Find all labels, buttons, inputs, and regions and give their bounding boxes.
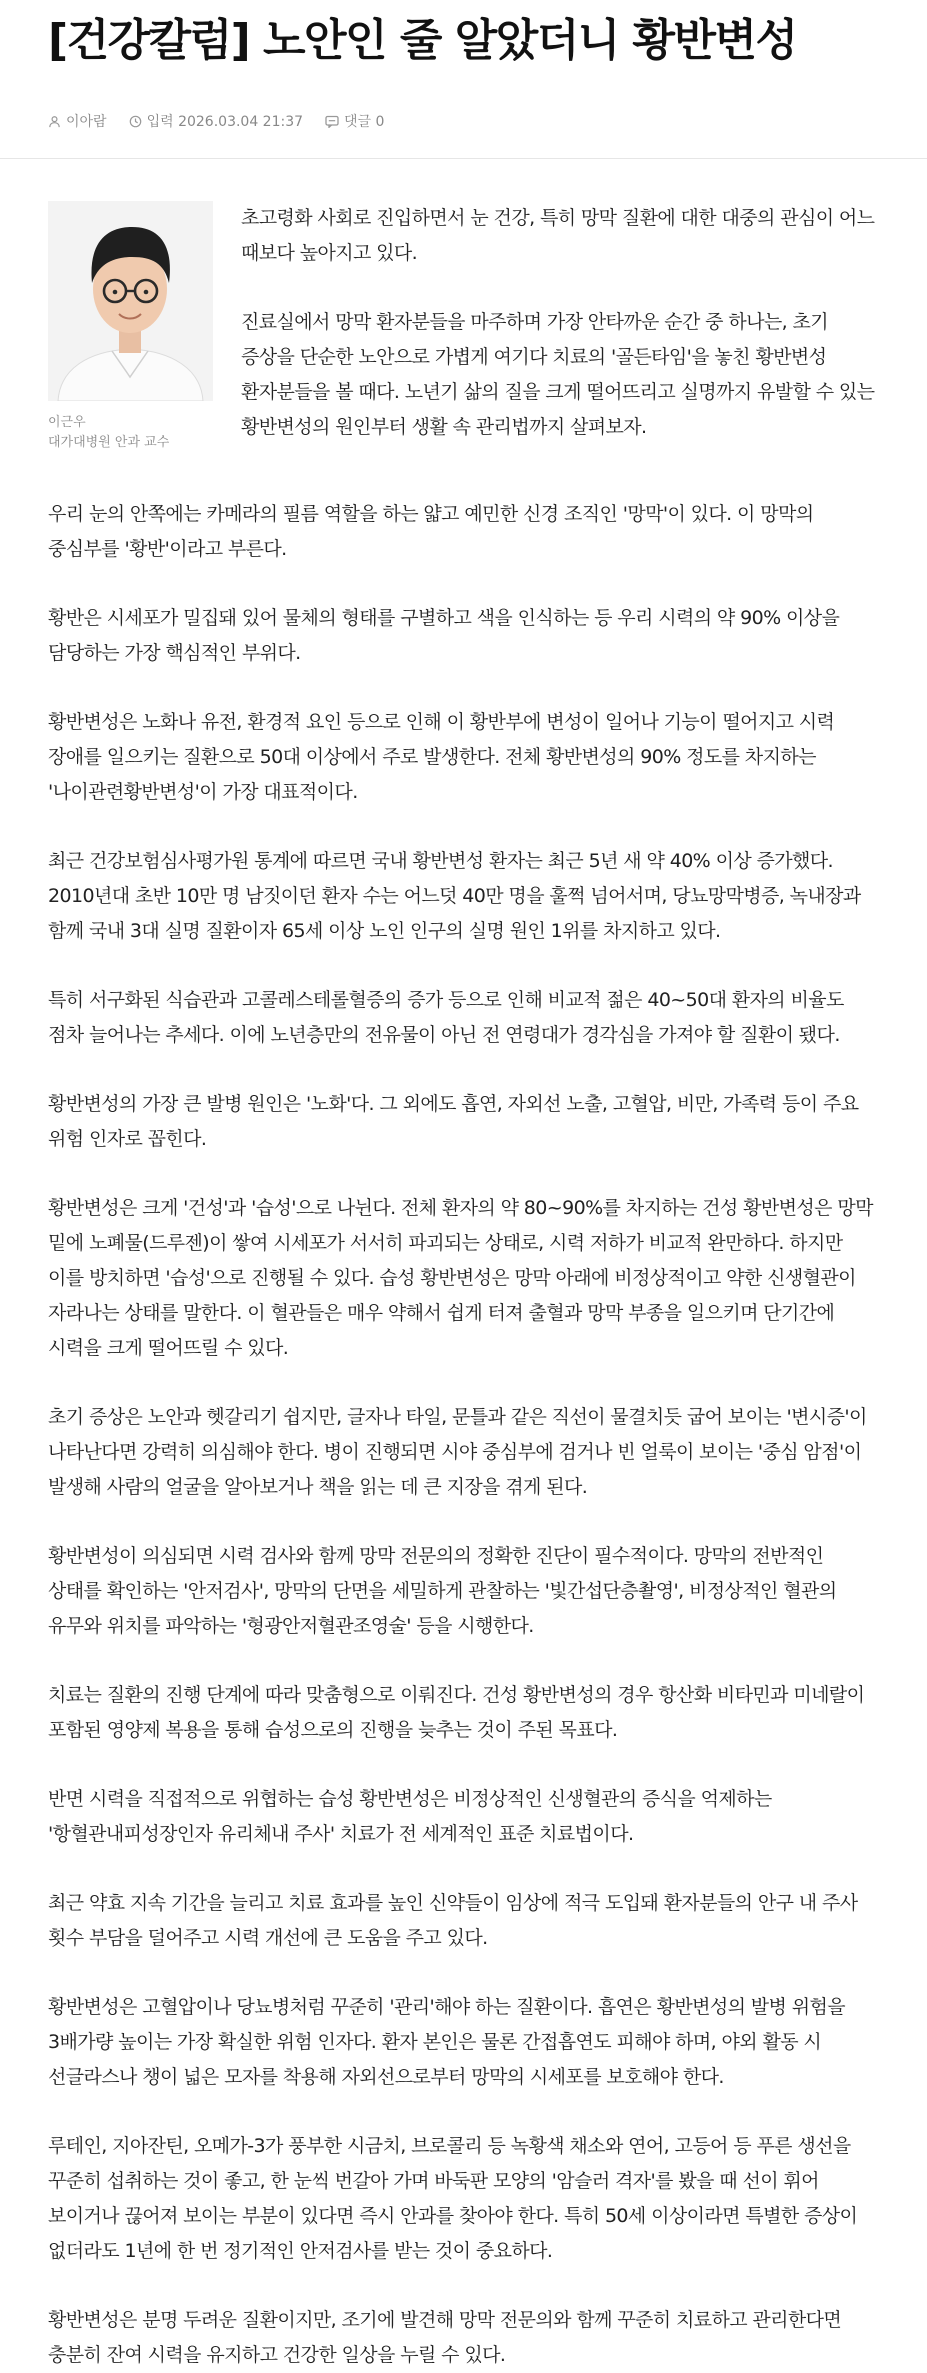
body-paragraph: 황반은 시세포가 밀집돼 있어 물체의 형태를 구별하고 색을 인식하는 등 우리 시력의 약 90% 이상을 담당하는 가장 핵심적인 부위다. bbox=[48, 607, 840, 664]
article-header bbox=[0, 0, 927, 138]
comment-count: 댓글 0 bbox=[344, 114, 385, 130]
body-paragraph: 황반변성은 고혈압이나 당뇨병처럼 꾸준히 '관리'해야 하는 질환이다. 흡연은 황반변성의 발병 위험을 3배가량 높이는 가장 확실한 위험 인자다. 환자 본인은 물론 간접흡연도 피해야 하며, 야외 활동 시 선글라스나 챙이 넓은 모자를 착용해 자외선으로부터 망막의 시세포를 보호해야 한다. bbox=[48, 1996, 845, 2088]
header-divider bbox=[0, 158, 927, 159]
body-paragraph: 황반변성이 의심되면 시력 검사와 함께 망막 전문의의 정확한 진단이 필수적이다. 망막의 전반적인 상태를 확인하는 '안저검사', 망막의 단면을 세밀하게 관찰하는 '빛간섭단층촬영', 비정상적인 혈관의 유무와 위치를 파악하는 '형광안저혈관조영술' 등을 시행한다. bbox=[48, 1545, 837, 1637]
intro-paragraph: 진료실에서 망막 환자분들을 마주하며 가장 안타까운 순간 중 하나는, 초기 증상을 단순한 노안으로 가볍게 여기다 치료의 '골든타임'을 놓친 황반변성 환자분들을 볼 때다. 노년기 삶의 질을 크게 떨어뜨리고 실명까지 유발할 수 있는 황반변성의 원인부터 생활 속 관리법까지 살펴보자. bbox=[241, 311, 875, 438]
body-paragraph: 황반변성은 분명 두려운 질환이지만, 조기에 발견해 망막 전문의와 함께 꾸준히 치료하고 관리한다면 충분히 잔여 시력을 유지하고 건강한 일상을 누릴 수 있다. bbox=[48, 2309, 842, 2366]
body-paragraph: 황반변성은 노화나 유전, 환경적 요인 등으로 인해 이 황반부에 변성이 일어나 기능이 떨어지고 시력 장애를 일으키는 질환으로 50대 이상에서 주로 발생한다. 전체 황반변성의 90% 정도를 차지하는 '나이관련황반변성'이 가장 대표적이다. bbox=[48, 711, 835, 803]
body-paragraph: 루테인, 지아잔틴, 오메가-3가 풍부한 시금치, 브로콜리 등 녹황색 채소와 연어, 고등어 등 푸른 생선을 꾸준히 섭취하는 것이 좋고, 한 눈씩 번갈아 가며 바둑판 모양의 '암슬러 격자'를 봤을 때 선이 휘어 보이거나 끊어져 보이는 부분이 있다면 즉시 안과를 찾아야 한다. 특히 50세 이상이라면 특별한 증상이 없더라도 1년에 한 번 정기적인 안저검사를 받는 것이 중요하다. bbox=[48, 2135, 858, 2262]
comment-icon bbox=[325, 115, 339, 128]
body-paragraph: 반면 시력을 직접적으로 위협하는 습성 황반변성은 비정상적인 신생혈관의 증식을 억제하는 '항혈관내피성장인자 유리체내 주사' 치료가 전 세계적인 표준 치료법이다. bbox=[48, 1788, 772, 1845]
date-meta bbox=[129, 111, 303, 131]
user-icon bbox=[48, 115, 61, 128]
author-meta[interactable] bbox=[48, 111, 107, 131]
body-paragraph: 특히 서구화된 식습관과 고콜레스테롤혈증의 증가 등으로 인해 비교적 젊은 40~50대 환자의 비율도 점차 늘어나는 추세다. 이에 노년층만의 전유물이 아닌 전 연령대가 경각심을 가져야 할 질환이 됐다. bbox=[48, 989, 844, 1046]
body-text bbox=[48, 497, 879, 2373]
body-paragraph: 최근 약효 지속 기간을 늘리고 치료 효과를 높인 신약들이 임상에 적극 도입돼 환자분들의 안구 내 주사 횟수 부담을 덜어주고 시력 개선에 큰 도움을 주고 있다. bbox=[48, 1892, 858, 1949]
article-body bbox=[0, 201, 927, 2373]
article-meta bbox=[48, 104, 879, 138]
intro-paragraph: 초고령화 사회로 진입하면서 눈 건강, 특히 망막 질환에 대한 대중의 관심이 어느 때보다 높아지고 있다. bbox=[241, 207, 875, 264]
author-name: 이아람 bbox=[66, 114, 107, 130]
intro-section bbox=[48, 201, 879, 479]
body-paragraph: 황반변성의 가장 큰 발병 원인은 '노화'다. 그 외에도 흡연, 자외선 노출, 고혈압, 비만, 가족력 등이 주요 위험 인자로 꼽힌다. bbox=[48, 1093, 859, 1150]
columnist-box bbox=[48, 201, 213, 453]
article-title: [건강칼럼] 노안인 줄 알았더니 황반변성 bbox=[48, 15, 797, 66]
columnist-photo bbox=[48, 201, 213, 401]
columnist-affiliation: 대가대병원 안과 교수 bbox=[48, 435, 170, 450]
body-paragraph: 최근 건강보험심사평가원 통계에 따르면 국내 황반변성 환자는 최근 5년 새 약 40% 이상 증가했다. 2010년대 초반 10만 명 남짓이던 환자 수는 어느덧 40만 명을 훌쩍 넘어서며, 당뇨망막병증, 녹내장과 함께 국내 3대 실명 질환이자 65세 이상 노인 인구의 실명 원인 1위를 차지하고 있다. bbox=[48, 850, 861, 942]
columnist-name: 이근우 bbox=[48, 415, 86, 430]
body-paragraph: 치료는 질환의 진행 단계에 따라 맞춤형으로 이뤄진다. 건성 황반변성의 경우 항산화 비타민과 미네랄이 포함된 영양제 복용을 통해 습성으로의 진행을 늦추는 것이 주된 목표다. bbox=[48, 1684, 865, 1741]
publish-date: 입력 2026.03.04 21:37 bbox=[146, 114, 304, 130]
intro-text bbox=[241, 201, 879, 479]
body-paragraph: 초기 증상은 노안과 헷갈리기 쉽지만, 글자나 타일, 문틀과 같은 직선이 물결치듯 굽어 보이는 '변시증'이 나타난다면 강력히 의심해야 한다. 병이 진행되면 시야 중심부에 검거나 빈 얼룩이 보이는 '중심 암점'이 발생해 사람의 얼굴을 알아보거나 책을 읽는 데 큰 지장을 겪게 된다. bbox=[48, 1406, 867, 1498]
body-paragraph: 우리 눈의 안쪽에는 카메라의 필름 역할을 하는 얇고 예민한 신경 조직인 '망막'이 있다. 이 망막의 중심부를 '황반'이라고 부른다. bbox=[48, 503, 814, 560]
clock-icon bbox=[129, 115, 142, 128]
body-paragraph: 황반변성은 크게 '건성'과 '습성'으로 나뉜다. 전체 환자의 약 80~90%를 차지하는 건성 황반변성은 망막 밑에 노폐물(드루젠)이 쌓여 시세포가 서서히 파괴되는 상태로, 시력 저하가 비교적 완만하다. 하지만 이를 방치하면 '습성'으로 진행될 수 있다. 습성 황반변성은 망막 아래에 비정상적이고 약한 신생혈관이 자라나는 상태를 말한다. 이 혈관들은 매우 약해서 쉽게 터져 출혈과 망막 부종을 일으키며 단기간에 시력을 크게 떨어뜨릴 수 있다. bbox=[48, 1197, 873, 1359]
comments-meta[interactable] bbox=[325, 111, 384, 131]
